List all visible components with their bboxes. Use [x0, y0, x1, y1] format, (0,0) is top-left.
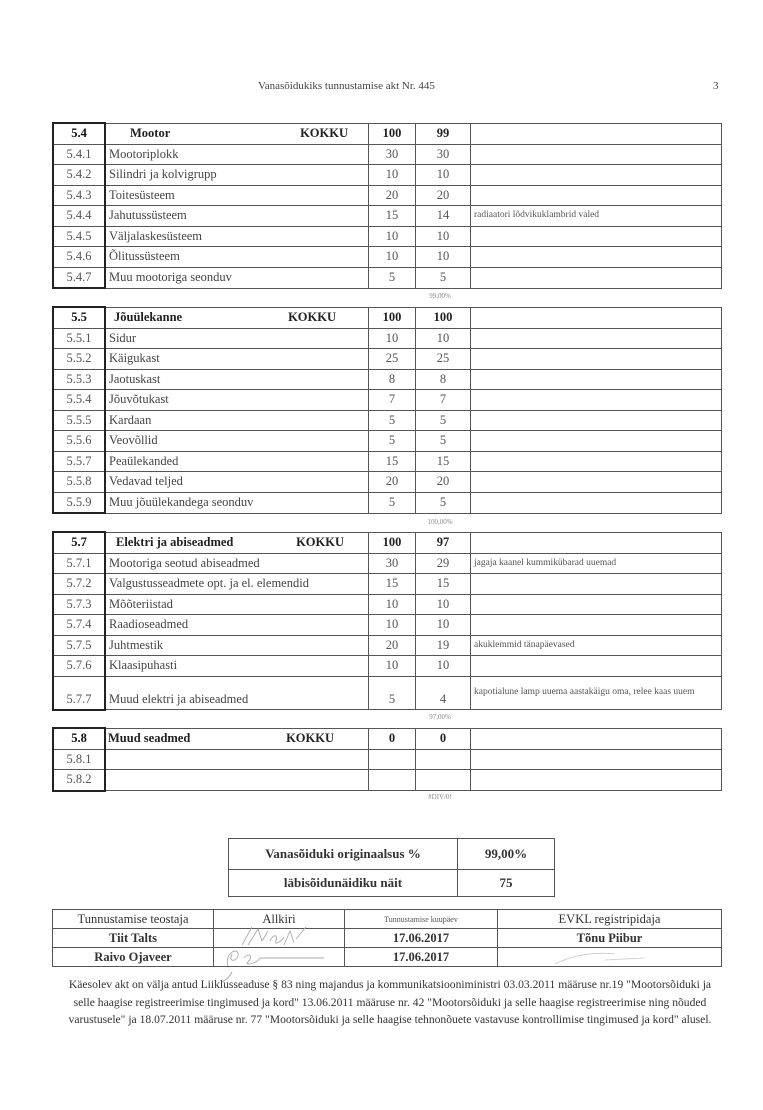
- item-code: 5.5.1: [53, 328, 105, 349]
- item-note: [471, 451, 722, 472]
- item-note: [471, 185, 722, 206]
- item-score: 10: [416, 656, 471, 677]
- item-name: Valgustusseadmete opt. ja el. elemendid: [105, 574, 369, 595]
- section-score: 97: [416, 532, 471, 553]
- item-name: Silindri ja kolvigrupp: [105, 165, 369, 186]
- table-row: [53, 770, 722, 791]
- item-score: 5: [416, 431, 471, 452]
- performer-header: Tunnustamise teostaja: [53, 910, 214, 929]
- section-note: [471, 123, 722, 144]
- section-header-row: [53, 532, 722, 553]
- kokku-label: KOKKU: [286, 730, 334, 745]
- performer-name: Raivo Ojaveer: [53, 948, 214, 967]
- summary-row-odometer: [229, 870, 555, 897]
- table-row: [53, 410, 722, 431]
- item-max: 10: [369, 594, 416, 615]
- item-max: [369, 749, 416, 770]
- item-code: 5.7.4: [53, 615, 105, 636]
- item-note: [471, 472, 722, 493]
- item-name: Õlitussüsteem: [105, 247, 369, 268]
- item-score: 10: [416, 165, 471, 186]
- section-name-cell: [105, 307, 369, 328]
- kokku-label: KOKKU: [288, 309, 336, 324]
- item-code: 5.4.7: [53, 267, 105, 288]
- item-note: [471, 615, 722, 636]
- section-percent: #DIV/0!: [428, 793, 452, 801]
- item-name: Sidur: [105, 328, 369, 349]
- item-score: 5: [416, 410, 471, 431]
- table-row: [53, 431, 722, 452]
- item-max: 5: [369, 676, 416, 710]
- signature-header: Allkiri: [214, 910, 345, 929]
- section-note: [471, 307, 722, 328]
- item-note: [471, 390, 722, 411]
- item-note: [471, 144, 722, 165]
- item-code: 5.4.5: [53, 226, 105, 247]
- table-row: [53, 594, 722, 615]
- table-row: [53, 369, 722, 390]
- item-name: Klaasipuhasti: [105, 656, 369, 677]
- section-score: 99: [416, 123, 471, 144]
- section-code: 5.5: [53, 307, 105, 328]
- table-row: [53, 574, 722, 595]
- item-code: 5.4.3: [53, 185, 105, 206]
- item-code: 5.5.7: [53, 451, 105, 472]
- table-row: [53, 206, 722, 227]
- item-score: 7: [416, 390, 471, 411]
- table-row: [53, 492, 722, 513]
- item-score: 10: [416, 247, 471, 268]
- item-code: 5.4.2: [53, 165, 105, 186]
- item-max: 8: [369, 369, 416, 390]
- section-name: Mootor: [130, 125, 171, 140]
- item-code: 5.5.3: [53, 369, 105, 390]
- item-code: 5.7.6: [53, 656, 105, 677]
- table-row: [53, 144, 722, 165]
- item-name: Jahutussüsteem: [105, 206, 369, 227]
- section-table-engine: [52, 122, 722, 289]
- item-name: Käigukast: [105, 349, 369, 370]
- item-max: 10: [369, 615, 416, 636]
- section-name: Elektri ja abiseadmed: [116, 534, 234, 549]
- page-number: 3: [713, 80, 719, 92]
- item-max: 10: [369, 656, 416, 677]
- section-table-electrics: [52, 531, 722, 711]
- item-score: 29: [416, 553, 471, 574]
- item-note: [471, 770, 722, 791]
- item-name: Mootoriga seotud abiseadmed: [105, 553, 369, 574]
- section-name: Muud seadmed: [108, 730, 191, 745]
- item-code: 5.8.2: [53, 770, 105, 791]
- summary-table: [228, 838, 555, 897]
- table-row: [53, 247, 722, 268]
- signature-cell: [214, 948, 345, 967]
- table-row: [53, 267, 722, 288]
- performer-name: Tiit Talts: [53, 929, 214, 948]
- section-name-cell: [105, 532, 369, 553]
- item-max: 10: [369, 247, 416, 268]
- summary-row-originality: [229, 839, 555, 870]
- section-percent: 97,00%: [429, 713, 451, 721]
- odometer-label: läbisõidunäidiku näit: [229, 870, 458, 897]
- originality-label: Vanasõiduki originaalsus %: [229, 839, 458, 870]
- item-code: 5.5.4: [53, 390, 105, 411]
- item-name: Veovõllid: [105, 431, 369, 452]
- item-max: 15: [369, 206, 416, 227]
- item-note: [471, 749, 722, 770]
- item-score: 10: [416, 226, 471, 247]
- item-max: 15: [369, 451, 416, 472]
- item-code: 5.5.9: [53, 492, 105, 513]
- registrar-signature: [535, 948, 685, 966]
- item-score: 25: [416, 349, 471, 370]
- table-row: [53, 615, 722, 636]
- item-code: 5.7.7: [53, 676, 105, 710]
- item-name: Peaülekanded: [105, 451, 369, 472]
- registrar-name: Tõnu Piibur: [498, 929, 722, 948]
- item-score: 5: [416, 492, 471, 513]
- section-code: 5.4: [53, 123, 105, 144]
- section-max: 100: [369, 307, 416, 328]
- registrar-header: EVKL registripidaja: [498, 910, 722, 929]
- item-max: 10: [369, 328, 416, 349]
- section-name: Jõuülekanne: [114, 309, 183, 324]
- item-score: 15: [416, 451, 471, 472]
- item-code: 5.5.5: [53, 410, 105, 431]
- item-score: 4: [416, 676, 471, 710]
- section-percent: 100,00%: [427, 518, 453, 526]
- item-name: Väljalaskesüsteem: [105, 226, 369, 247]
- item-score: 10: [416, 328, 471, 349]
- section-max: 100: [369, 532, 416, 553]
- item-score: 14: [416, 206, 471, 227]
- item-note: [471, 267, 722, 288]
- item-name: Jõuvõtukast: [105, 390, 369, 411]
- item-score: 20: [416, 185, 471, 206]
- item-score: [416, 770, 471, 791]
- item-score: 8: [416, 369, 471, 390]
- item-score: 19: [416, 635, 471, 656]
- item-code: 5.7.5: [53, 635, 105, 656]
- table-row: [53, 749, 722, 770]
- table-row: [53, 349, 722, 370]
- table-row: [53, 656, 722, 677]
- item-code: 5.4.4: [53, 206, 105, 227]
- item-max: [369, 770, 416, 791]
- kokku-label: KOKKU: [296, 534, 344, 549]
- registrar-signature-cell: [498, 948, 722, 967]
- section-name-cell: [105, 123, 369, 144]
- section-code: 5.7: [53, 532, 105, 553]
- item-max: 5: [369, 267, 416, 288]
- item-name: Muu mootoriga seonduv: [105, 267, 369, 288]
- section-name-cell: [105, 728, 369, 749]
- odometer-value: 75: [458, 870, 555, 897]
- date-header: Tunnustamise kuupäev: [345, 910, 498, 929]
- item-max: 30: [369, 553, 416, 574]
- item-name: Mootoriplokk: [105, 144, 369, 165]
- item-note: [471, 594, 722, 615]
- item-max: 5: [369, 410, 416, 431]
- item-score: 20: [416, 472, 471, 493]
- item-max: 20: [369, 185, 416, 206]
- item-max: 20: [369, 472, 416, 493]
- item-note: [471, 165, 722, 186]
- legal-footer: Käesolev akt on välja antud Liiklusseaduse § 83 ning majandus ja kommunikatsiooniministri 03.03.2011 määruse nr.19 "Mootorsõiduki ja selle haagise registreerimise tingimused ja kord" 13.06.2011 määruse nr. 42 "Mootorsõiduki ja selle haagise registreerimise ning nõuded varustusele" ja 18.07.2011 määruse nr. 77 "Mootorsõiduki ja selle haagise tehnonõuete vastavuse kontrollimise tingimused ja kord" alusel.: [68, 978, 712, 1026]
- item-score: 10: [416, 594, 471, 615]
- item-score: 30: [416, 144, 471, 165]
- item-code: 5.7.2: [53, 574, 105, 595]
- item-code: 5.7.3: [53, 594, 105, 615]
- signature-row: [53, 948, 722, 967]
- section-header-row: [53, 123, 722, 144]
- item-name: Toitesüsteem: [105, 185, 369, 206]
- section-code: 5.8: [53, 728, 105, 749]
- table-row: [53, 635, 722, 656]
- item-score: 5: [416, 267, 471, 288]
- page-header: [0, 80, 763, 98]
- item-note: [471, 492, 722, 513]
- table-row: [53, 451, 722, 472]
- signature-header-row: [53, 910, 722, 929]
- table-row: [53, 390, 722, 411]
- section-note: [471, 728, 722, 749]
- item-max: 7: [369, 390, 416, 411]
- date-value: 17.06.2017: [345, 948, 498, 967]
- item-name: [105, 749, 369, 770]
- section-score: 0: [416, 728, 471, 749]
- item-note: [471, 410, 722, 431]
- signature-row: [53, 929, 722, 948]
- signature-table: [52, 909, 722, 967]
- item-max: 30: [369, 144, 416, 165]
- item-note: [471, 656, 722, 677]
- item-name: Mõõteriistad: [105, 594, 369, 615]
- item-note: kapotialune lamp uuema aastakäigu oma, relee kaas uuem: [471, 676, 722, 710]
- item-max: 5: [369, 492, 416, 513]
- section-header-row: [53, 728, 722, 749]
- item-note: [471, 431, 722, 452]
- table-row: [53, 226, 722, 247]
- item-note: [471, 349, 722, 370]
- item-note: jagaja kaanel kummikübarad uuemad: [471, 553, 722, 574]
- item-code: 5.8.1: [53, 749, 105, 770]
- section-max: 0: [369, 728, 416, 749]
- item-note: akuklemmid tänapäevased: [471, 635, 722, 656]
- section-note: [471, 532, 722, 553]
- item-note: radiaatori lõdvikuklambrid valed: [471, 206, 722, 227]
- originality-value: 99,00%: [458, 839, 555, 870]
- table-row: [53, 185, 722, 206]
- item-name: [105, 770, 369, 791]
- item-max: 10: [369, 165, 416, 186]
- item-code: 5.5.2: [53, 349, 105, 370]
- item-code: 5.4.1: [53, 144, 105, 165]
- item-max: 10: [369, 226, 416, 247]
- date-value: 17.06.2017: [345, 929, 498, 948]
- table-row: [53, 553, 722, 574]
- kokku-label: KOKKU: [300, 125, 348, 140]
- item-max: 15: [369, 574, 416, 595]
- section-header-row: [53, 307, 722, 328]
- document-title: Vanasõidukiks tunnustamise akt Nr. 445: [258, 80, 435, 92]
- item-max: 25: [369, 349, 416, 370]
- item-max: 5: [369, 431, 416, 452]
- section-percent: 99,00%: [429, 292, 451, 300]
- item-code: 5.4.6: [53, 247, 105, 268]
- item-name: Muud elektri ja abiseadmed: [105, 676, 369, 710]
- item-score: 10: [416, 615, 471, 636]
- item-note: [471, 369, 722, 390]
- item-name: Vedavad teljed: [105, 472, 369, 493]
- table-row: [53, 328, 722, 349]
- item-name: Raadioseadmed: [105, 615, 369, 636]
- item-note: [471, 574, 722, 595]
- section-table-other-equipment: [52, 727, 722, 792]
- item-code: 5.5.8: [53, 472, 105, 493]
- item-code: 5.7.1: [53, 553, 105, 574]
- item-score: 15: [416, 574, 471, 595]
- section-score: 100: [416, 307, 471, 328]
- item-note: [471, 328, 722, 349]
- signature-cell: [214, 929, 345, 948]
- item-name: Kardaan: [105, 410, 369, 431]
- item-name: Muu jõuülekandega seonduv: [105, 492, 369, 513]
- item-score: [416, 749, 471, 770]
- table-row: [53, 472, 722, 493]
- table-row: [53, 165, 722, 186]
- item-name: Jaotuskast: [105, 369, 369, 390]
- item-max: 20: [369, 635, 416, 656]
- table-row: [53, 676, 722, 710]
- item-note: [471, 226, 722, 247]
- section-max: 100: [369, 123, 416, 144]
- section-table-transmission: [52, 306, 722, 514]
- item-name: Juhtmestik: [105, 635, 369, 656]
- item-code: 5.5.6: [53, 431, 105, 452]
- item-note: [471, 247, 722, 268]
